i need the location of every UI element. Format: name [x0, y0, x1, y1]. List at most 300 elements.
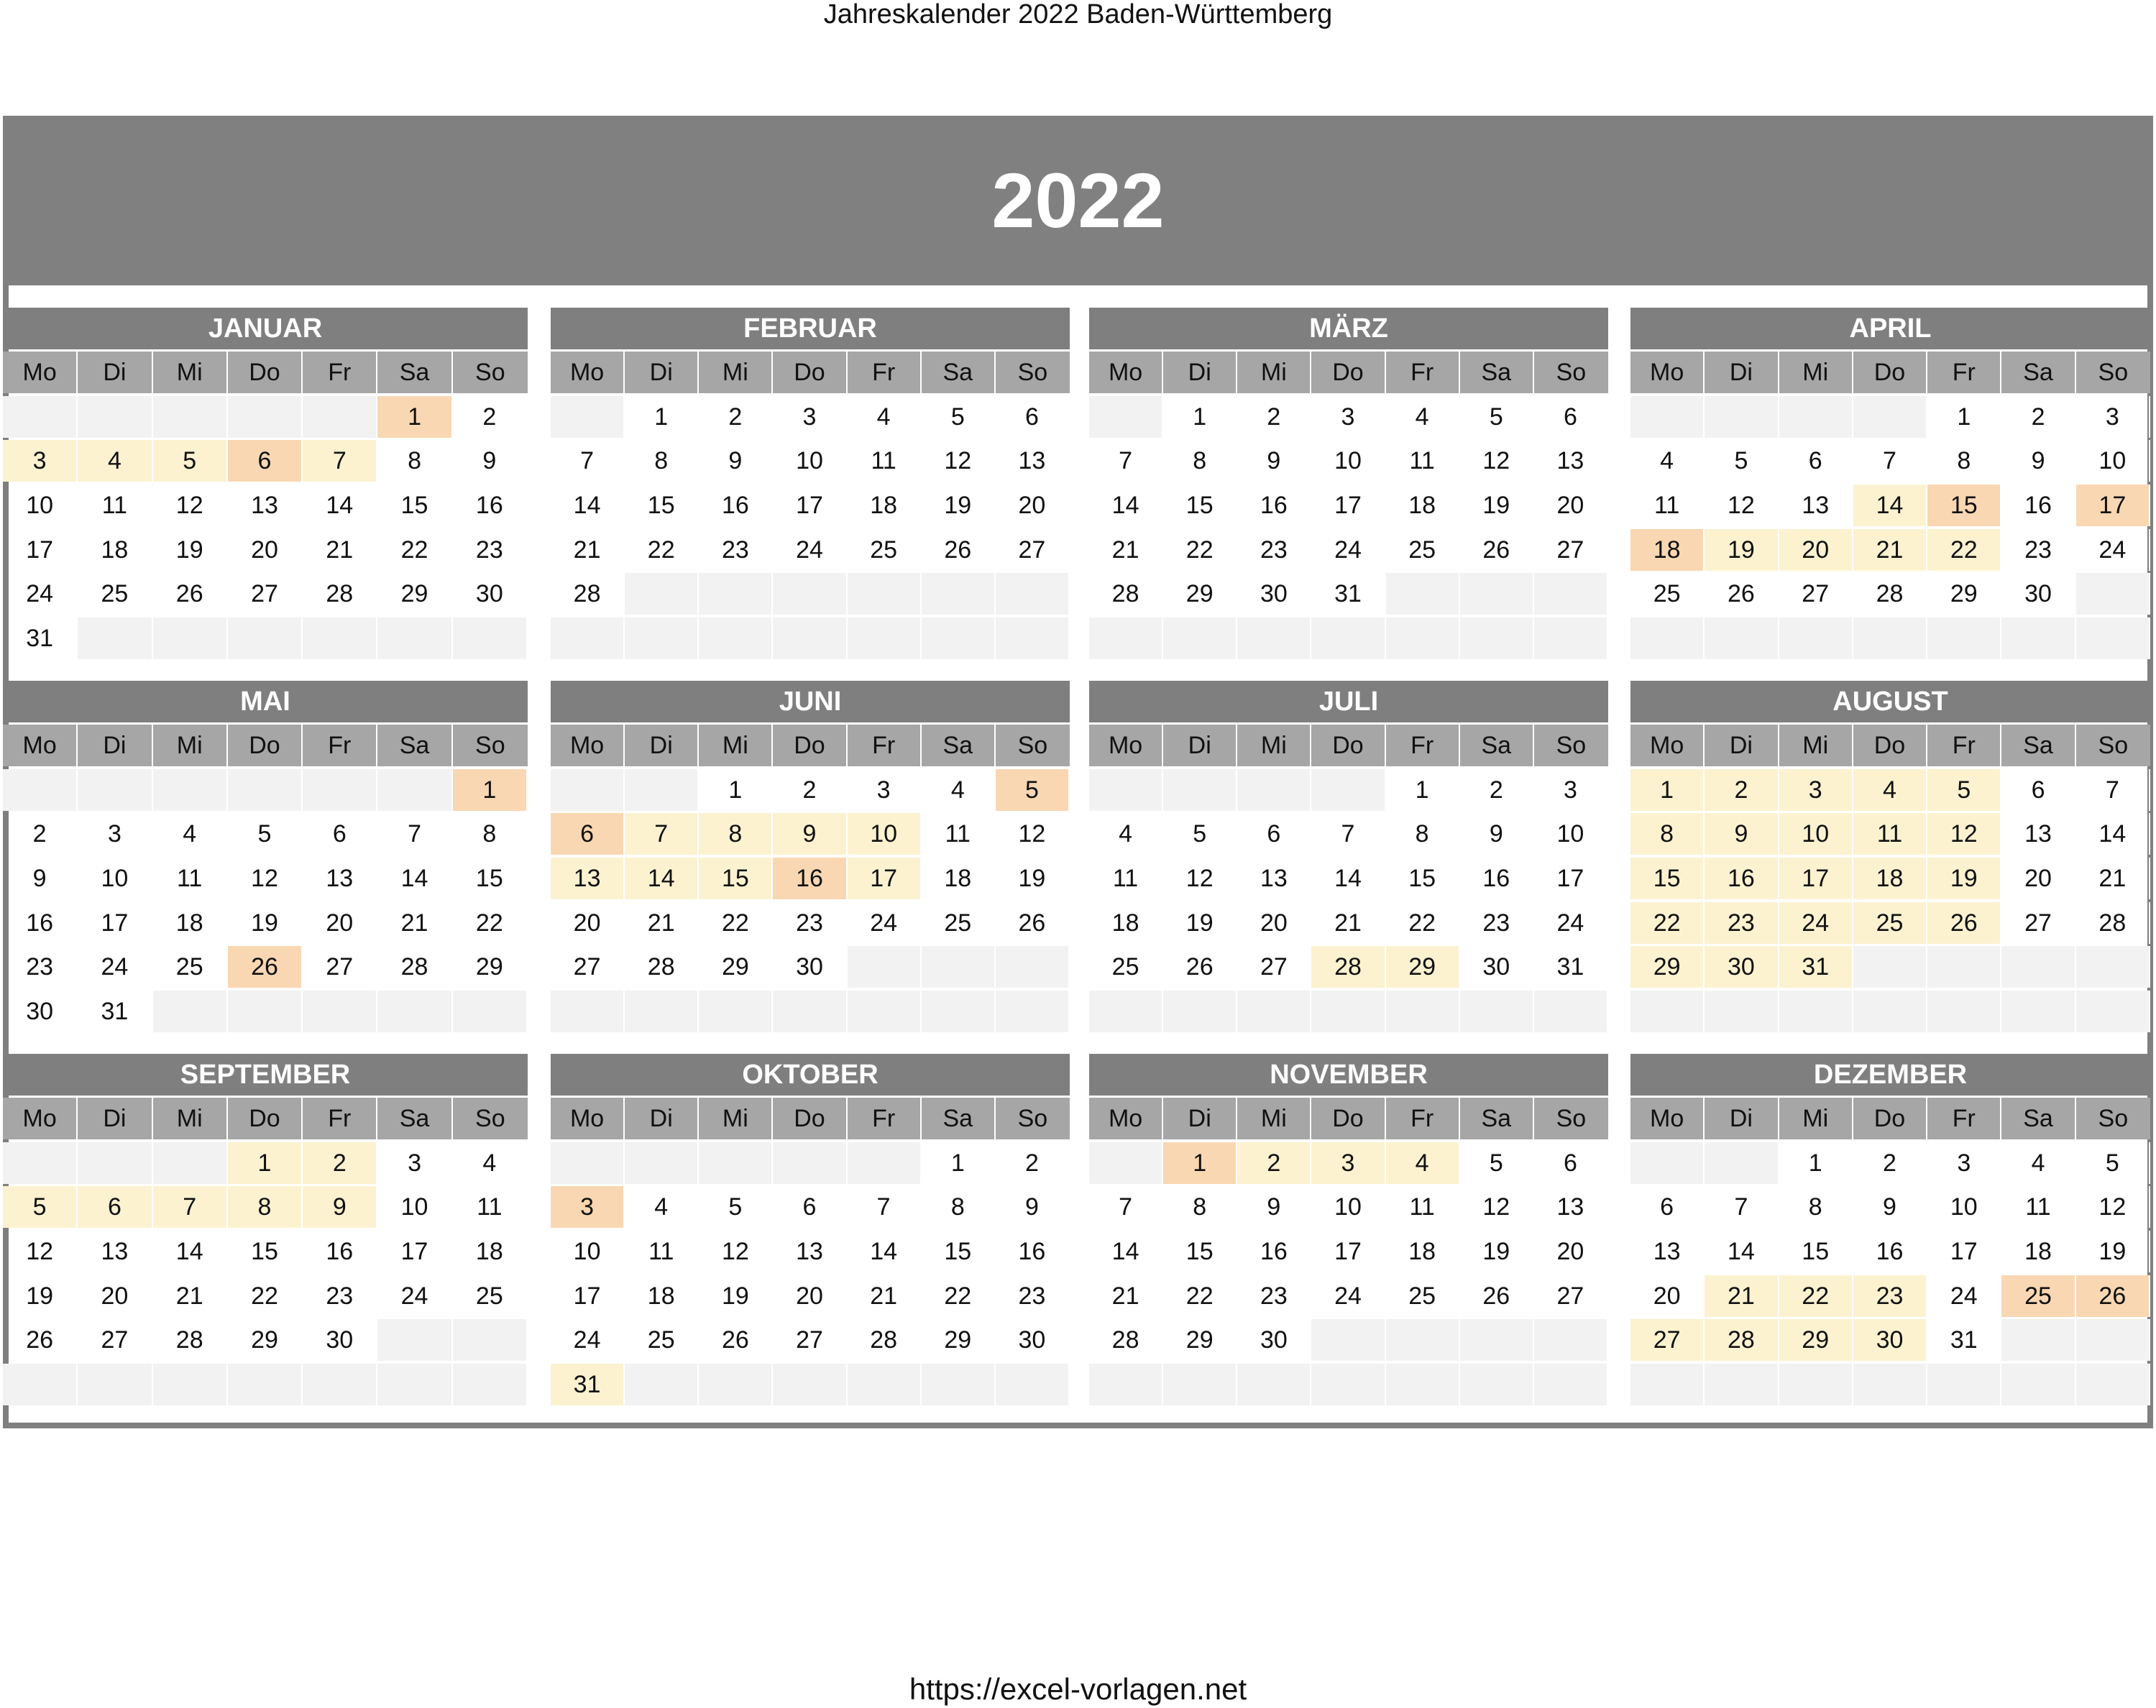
day-cell[interactable]: 1	[228, 1142, 303, 1184]
day-cell[interactable]: 26	[1460, 1275, 1534, 1317]
day-cell[interactable]: 6	[996, 396, 1070, 438]
day-cell[interactable]: 3	[551, 1186, 625, 1228]
day-cell[interactable]: 16	[996, 1231, 1070, 1272]
day-cell[interactable]: 8	[1630, 813, 1705, 855]
day-cell[interactable]: 30	[996, 1319, 1070, 1361]
day-cell[interactable]: 12	[1927, 813, 2001, 855]
day-cell[interactable]: 4	[153, 813, 228, 855]
day-cell[interactable]: 29	[1163, 1319, 1237, 1361]
day-cell[interactable]: 4	[1089, 813, 1163, 855]
day-cell[interactable]: 22	[1779, 1275, 1853, 1317]
day-cell[interactable]: 11	[625, 1231, 699, 1272]
day-cell[interactable]: 3	[1311, 1142, 1385, 1184]
day-cell[interactable]: 24	[1311, 529, 1385, 571]
day-cell[interactable]: 9	[2001, 440, 2075, 482]
day-cell[interactable]: 11	[2001, 1186, 2075, 1228]
day-cell[interactable]: 25	[1386, 529, 1460, 571]
day-cell[interactable]: 2	[1705, 769, 1779, 811]
day-cell[interactable]: 19	[1163, 902, 1237, 944]
day-cell[interactable]: 18	[153, 902, 228, 944]
day-cell[interactable]: 21	[1705, 1275, 1779, 1317]
day-cell[interactable]: 26	[996, 902, 1070, 944]
day-cell[interactable]: 3	[377, 1142, 452, 1184]
day-cell[interactable]: 9	[1853, 1186, 1927, 1228]
day-cell[interactable]: 18	[453, 1231, 528, 1272]
day-cell[interactable]: 30	[1237, 1319, 1311, 1361]
day-cell[interactable]: 15	[699, 858, 773, 899]
day-cell[interactable]: 10	[2076, 440, 2150, 482]
day-cell[interactable]: 13	[1237, 858, 1311, 899]
day-cell[interactable]: 15	[453, 858, 528, 899]
day-cell[interactable]: 2	[303, 1142, 377, 1184]
day-cell[interactable]: 30	[3, 991, 78, 1032]
day-cell[interactable]: 14	[377, 858, 452, 899]
day-cell[interactable]: 28	[848, 1319, 922, 1361]
day-cell[interactable]: 3	[1927, 1142, 2001, 1184]
day-cell[interactable]: 23	[303, 1275, 377, 1317]
day-cell[interactable]: 18	[1089, 902, 1163, 944]
day-cell[interactable]: 30	[1237, 573, 1311, 615]
day-cell[interactable]: 28	[625, 946, 699, 988]
day-cell[interactable]: 14	[2076, 813, 2150, 855]
day-cell[interactable]: 15	[1163, 485, 1237, 526]
day-cell[interactable]: 25	[922, 902, 996, 944]
day-cell[interactable]: 27	[78, 1319, 152, 1361]
day-cell[interactable]: 23	[1853, 1275, 1927, 1317]
day-cell[interactable]: 27	[1534, 1275, 1608, 1317]
day-cell[interactable]: 10	[377, 1186, 452, 1228]
day-cell[interactable]: 24	[2076, 529, 2150, 571]
day-cell[interactable]: 16	[1705, 858, 1779, 899]
day-cell[interactable]: 29	[1163, 573, 1237, 615]
day-cell[interactable]: 21	[1311, 902, 1385, 944]
day-cell[interactable]: 21	[1089, 529, 1163, 571]
day-cell[interactable]: 2	[1237, 396, 1311, 438]
day-cell[interactable]: 21	[625, 902, 699, 944]
day-cell[interactable]: 26	[3, 1319, 78, 1361]
day-cell[interactable]: 13	[773, 1231, 847, 1272]
day-cell[interactable]: 4	[848, 396, 922, 438]
day-cell[interactable]: 27	[773, 1319, 847, 1361]
day-cell[interactable]: 22	[625, 529, 699, 571]
day-cell[interactable]: 7	[2076, 769, 2150, 811]
day-cell[interactable]: 14	[1705, 1231, 1779, 1272]
day-cell[interactable]: 3	[2076, 396, 2150, 438]
day-cell[interactable]: 27	[228, 573, 303, 615]
day-cell[interactable]: 3	[848, 769, 922, 811]
day-cell[interactable]: 6	[2001, 769, 2075, 811]
day-cell[interactable]: 5	[1460, 396, 1534, 438]
day-cell[interactable]: 26	[153, 573, 228, 615]
day-cell[interactable]: 29	[922, 1319, 996, 1361]
day-cell[interactable]: 5	[1460, 1142, 1534, 1184]
day-cell[interactable]: 23	[996, 1275, 1070, 1317]
day-cell[interactable]: 15	[922, 1231, 996, 1272]
day-cell[interactable]: 23	[773, 902, 847, 944]
day-cell[interactable]: 2	[1460, 769, 1534, 811]
day-cell[interactable]: 22	[1386, 902, 1460, 944]
day-cell[interactable]: 25	[1630, 573, 1705, 615]
day-cell[interactable]: 11	[78, 485, 152, 526]
day-cell[interactable]: 10	[1534, 813, 1608, 855]
day-cell[interactable]: 6	[551, 813, 625, 855]
day-cell[interactable]: 17	[848, 858, 922, 899]
day-cell[interactable]: 4	[625, 1186, 699, 1228]
day-cell[interactable]: 21	[1853, 529, 1927, 571]
day-cell[interactable]: 24	[1534, 902, 1608, 944]
day-cell[interactable]: 4	[922, 769, 996, 811]
day-cell[interactable]: 29	[228, 1319, 303, 1361]
day-cell[interactable]: 6	[1534, 1142, 1608, 1184]
day-cell[interactable]: 21	[377, 902, 452, 944]
day-cell[interactable]: 8	[1163, 440, 1237, 482]
day-cell[interactable]: 3	[78, 813, 152, 855]
day-cell[interactable]: 8	[453, 813, 528, 855]
day-cell[interactable]: 21	[303, 529, 377, 571]
day-cell[interactable]: 13	[2001, 813, 2075, 855]
day-cell[interactable]: 31	[1779, 946, 1853, 988]
day-cell[interactable]: 14	[1853, 485, 1927, 526]
day-cell[interactable]: 23	[453, 529, 528, 571]
day-cell[interactable]: 14	[153, 1231, 228, 1272]
day-cell[interactable]: 25	[453, 1275, 528, 1317]
day-cell[interactable]: 27	[996, 529, 1070, 571]
day-cell[interactable]: 7	[153, 1186, 228, 1228]
day-cell[interactable]: 30	[1460, 946, 1534, 988]
day-cell[interactable]: 19	[1460, 1231, 1534, 1272]
day-cell[interactable]: 4	[1853, 769, 1927, 811]
day-cell[interactable]: 8	[699, 813, 773, 855]
day-cell[interactable]: 9	[303, 1186, 377, 1228]
day-cell[interactable]: 16	[2001, 485, 2075, 526]
day-cell[interactable]: 26	[1927, 902, 2001, 944]
day-cell[interactable]: 11	[1089, 858, 1163, 899]
day-cell[interactable]: 15	[228, 1231, 303, 1272]
footer-url[interactable]: https://excel-vorlagen.net	[909, 1672, 1247, 1706]
day-cell[interactable]: 30	[1853, 1319, 1927, 1361]
day-cell[interactable]: 10	[1311, 1186, 1385, 1228]
day-cell[interactable]: 7	[1705, 1186, 1779, 1228]
day-cell[interactable]: 12	[1460, 440, 1534, 482]
day-cell[interactable]: 22	[1163, 529, 1237, 571]
day-cell[interactable]: 5	[699, 1186, 773, 1228]
day-cell[interactable]: 25	[1089, 946, 1163, 988]
day-cell[interactable]: 16	[453, 485, 528, 526]
day-cell[interactable]: 23	[1237, 1275, 1311, 1317]
day-cell[interactable]: 23	[1237, 529, 1311, 571]
day-cell[interactable]: 29	[1779, 1319, 1853, 1361]
day-cell[interactable]: 3	[1779, 769, 1853, 811]
day-cell[interactable]: 23	[699, 529, 773, 571]
day-cell[interactable]: 22	[922, 1275, 996, 1317]
day-cell[interactable]: 17	[1779, 858, 1853, 899]
day-cell[interactable]: 13	[303, 858, 377, 899]
day-cell[interactable]: 2	[2001, 396, 2075, 438]
day-cell[interactable]: 8	[1779, 1186, 1853, 1228]
day-cell[interactable]: 26	[1460, 529, 1534, 571]
day-cell[interactable]: 14	[303, 485, 377, 526]
day-cell[interactable]: 19	[996, 858, 1070, 899]
day-cell[interactable]: 22	[377, 529, 452, 571]
day-cell[interactable]: 5	[996, 769, 1070, 811]
day-cell[interactable]: 31	[1534, 946, 1608, 988]
day-cell[interactable]: 10	[3, 485, 78, 526]
day-cell[interactable]: 10	[773, 440, 847, 482]
day-cell[interactable]: 7	[848, 1186, 922, 1228]
day-cell[interactable]: 27	[1534, 529, 1608, 571]
day-cell[interactable]: 25	[625, 1319, 699, 1361]
day-cell[interactable]: 17	[1534, 858, 1608, 899]
day-cell[interactable]: 9	[1237, 1186, 1311, 1228]
day-cell[interactable]: 13	[228, 485, 303, 526]
day-cell[interactable]: 17	[377, 1231, 452, 1272]
day-cell[interactable]: 21	[1089, 1275, 1163, 1317]
day-cell[interactable]: 11	[1386, 1186, 1460, 1228]
day-cell[interactable]: 23	[3, 946, 78, 988]
day-cell[interactable]: 20	[1779, 529, 1853, 571]
day-cell[interactable]: 9	[773, 813, 847, 855]
day-cell[interactable]: 24	[78, 946, 152, 988]
day-cell[interactable]: 11	[1853, 813, 1927, 855]
day-cell[interactable]: 4	[1630, 440, 1705, 482]
day-cell[interactable]: 18	[2001, 1231, 2075, 1272]
day-cell[interactable]: 13	[78, 1231, 152, 1272]
day-cell[interactable]: 25	[2001, 1275, 2075, 1317]
day-cell[interactable]: 3	[1534, 769, 1608, 811]
day-cell[interactable]: 22	[1927, 529, 2001, 571]
day-cell[interactable]: 26	[1705, 573, 1779, 615]
day-cell[interactable]: 24	[377, 1275, 452, 1317]
day-cell[interactable]: 1	[1927, 396, 2001, 438]
day-cell[interactable]: 19	[1705, 529, 1779, 571]
day-cell[interactable]: 18	[78, 529, 152, 571]
day-cell[interactable]: 12	[1705, 485, 1779, 526]
day-cell[interactable]: 22	[1630, 902, 1705, 944]
day-cell[interactable]: 3	[773, 396, 847, 438]
day-cell[interactable]: 21	[2076, 858, 2150, 899]
day-cell[interactable]: 19	[2076, 1231, 2150, 1272]
day-cell[interactable]: 19	[1460, 485, 1534, 526]
day-cell[interactable]: 12	[3, 1231, 78, 1272]
day-cell[interactable]: 14	[1089, 485, 1163, 526]
day-cell[interactable]: 29	[1630, 946, 1705, 988]
day-cell[interactable]: 13	[1534, 440, 1608, 482]
day-cell[interactable]: 24	[1311, 1275, 1385, 1317]
day-cell[interactable]: 26	[2076, 1275, 2150, 1317]
day-cell[interactable]: 22	[1163, 1275, 1237, 1317]
day-cell[interactable]: 29	[1927, 573, 2001, 615]
day-cell[interactable]: 20	[773, 1275, 847, 1317]
day-cell[interactable]: 16	[1237, 485, 1311, 526]
day-cell[interactable]: 7	[1089, 440, 1163, 482]
day-cell[interactable]: 9	[996, 1186, 1070, 1228]
day-cell[interactable]: 13	[551, 858, 625, 899]
day-cell[interactable]: 15	[1630, 858, 1705, 899]
day-cell[interactable]: 11	[1386, 440, 1460, 482]
day-cell[interactable]: 19	[3, 1275, 78, 1317]
day-cell[interactable]: 24	[848, 902, 922, 944]
day-cell[interactable]: 10	[1779, 813, 1853, 855]
day-cell[interactable]: 17	[2076, 485, 2150, 526]
day-cell[interactable]: 10	[1927, 1186, 2001, 1228]
day-cell[interactable]: 22	[228, 1275, 303, 1317]
day-cell[interactable]: 1	[453, 769, 528, 811]
day-cell[interactable]: 9	[699, 440, 773, 482]
day-cell[interactable]: 8	[625, 440, 699, 482]
day-cell[interactable]: 24	[1927, 1275, 2001, 1317]
day-cell[interactable]: 12	[699, 1231, 773, 1272]
day-cell[interactable]: 25	[848, 529, 922, 571]
day-cell[interactable]: 31	[78, 991, 152, 1032]
day-cell[interactable]: 4	[1386, 396, 1460, 438]
day-cell[interactable]: 25	[1853, 902, 1927, 944]
day-cell[interactable]: 18	[625, 1275, 699, 1317]
day-cell[interactable]: 30	[2001, 573, 2075, 615]
day-cell[interactable]: 15	[1779, 1231, 1853, 1272]
day-cell[interactable]: 23	[2001, 529, 2075, 571]
day-cell[interactable]: 27	[551, 946, 625, 988]
day-cell[interactable]: 8	[228, 1186, 303, 1228]
day-cell[interactable]: 2	[1853, 1142, 1927, 1184]
day-cell[interactable]: 9	[3, 858, 78, 899]
day-cell[interactable]: 15	[1386, 858, 1460, 899]
day-cell[interactable]: 24	[551, 1319, 625, 1361]
day-cell[interactable]: 19	[228, 902, 303, 944]
day-cell[interactable]: 10	[551, 1231, 625, 1272]
day-cell[interactable]: 17	[78, 902, 152, 944]
day-cell[interactable]: 5	[3, 1186, 78, 1228]
day-cell[interactable]: 6	[1534, 396, 1608, 438]
day-cell[interactable]: 1	[1630, 769, 1705, 811]
day-cell[interactable]: 14	[1311, 858, 1385, 899]
day-cell[interactable]: 12	[1163, 858, 1237, 899]
day-cell[interactable]: 7	[303, 440, 377, 482]
day-cell[interactable]: 22	[699, 902, 773, 944]
day-cell[interactable]: 20	[551, 902, 625, 944]
day-cell[interactable]: 27	[1779, 573, 1853, 615]
day-cell[interactable]: 5	[1927, 769, 2001, 811]
day-cell[interactable]: 10	[1311, 440, 1385, 482]
day-cell[interactable]: 28	[551, 573, 625, 615]
day-cell[interactable]: 11	[453, 1186, 528, 1228]
day-cell[interactable]: 3	[1311, 396, 1385, 438]
day-cell[interactable]: 27	[1237, 946, 1311, 988]
day-cell[interactable]: 2	[773, 769, 847, 811]
day-cell[interactable]: 21	[551, 529, 625, 571]
day-cell[interactable]: 29	[1386, 946, 1460, 988]
day-cell[interactable]: 13	[996, 440, 1070, 482]
day-cell[interactable]: 7	[1853, 440, 1927, 482]
day-cell[interactable]: 10	[848, 813, 922, 855]
day-cell[interactable]: 1	[699, 769, 773, 811]
day-cell[interactable]: 30	[773, 946, 847, 988]
day-cell[interactable]: 24	[1779, 902, 1853, 944]
day-cell[interactable]: 2	[1237, 1142, 1311, 1184]
day-cell[interactable]: 18	[922, 858, 996, 899]
day-cell[interactable]: 28	[303, 573, 377, 615]
day-cell[interactable]: 6	[228, 440, 303, 482]
day-cell[interactable]: 26	[699, 1319, 773, 1361]
day-cell[interactable]: 20	[1534, 485, 1608, 526]
day-cell[interactable]: 31	[1927, 1319, 2001, 1361]
day-cell[interactable]: 20	[1534, 1231, 1608, 1272]
day-cell[interactable]: 12	[228, 858, 303, 899]
day-cell[interactable]: 2	[3, 813, 78, 855]
day-cell[interactable]: 15	[1163, 1231, 1237, 1272]
day-cell[interactable]: 5	[153, 440, 228, 482]
day-cell[interactable]: 5	[2076, 1142, 2150, 1184]
day-cell[interactable]: 19	[153, 529, 228, 571]
day-cell[interactable]: 4	[78, 440, 152, 482]
day-cell[interactable]: 24	[773, 529, 847, 571]
day-cell[interactable]: 18	[1386, 1231, 1460, 1272]
day-cell[interactable]: 20	[78, 1275, 152, 1317]
day-cell[interactable]: 28	[1089, 1319, 1163, 1361]
day-cell[interactable]: 7	[1311, 813, 1385, 855]
day-cell[interactable]: 12	[922, 440, 996, 482]
day-cell[interactable]: 16	[3, 902, 78, 944]
day-cell[interactable]: 27	[2001, 902, 2075, 944]
day-cell[interactable]: 14	[625, 858, 699, 899]
day-cell[interactable]: 28	[1311, 946, 1385, 988]
day-cell[interactable]: 31	[1311, 573, 1385, 615]
day-cell[interactable]: 2	[453, 396, 528, 438]
day-cell[interactable]: 6	[78, 1186, 152, 1228]
day-cell[interactable]: 11	[153, 858, 228, 899]
day-cell[interactable]: 16	[303, 1231, 377, 1272]
day-cell[interactable]: 12	[1460, 1186, 1534, 1228]
day-cell[interactable]: 20	[1237, 902, 1311, 944]
day-cell[interactable]: 26	[228, 946, 303, 988]
day-cell[interactable]: 10	[78, 858, 152, 899]
day-cell[interactable]: 28	[1705, 1319, 1779, 1361]
day-cell[interactable]: 9	[1460, 813, 1534, 855]
day-cell[interactable]: 11	[1630, 485, 1705, 526]
day-cell[interactable]: 29	[377, 573, 452, 615]
day-cell[interactable]: 16	[699, 485, 773, 526]
day-cell[interactable]: 9	[1237, 440, 1311, 482]
day-cell[interactable]: 16	[773, 858, 847, 899]
day-cell[interactable]: 26	[1163, 946, 1237, 988]
day-cell[interactable]: 4	[453, 1142, 528, 1184]
day-cell[interactable]: 13	[1630, 1231, 1705, 1272]
day-cell[interactable]: 20	[228, 529, 303, 571]
day-cell[interactable]: 21	[848, 1275, 922, 1317]
day-cell[interactable]: 25	[153, 946, 228, 988]
day-cell[interactable]: 28	[2076, 902, 2150, 944]
day-cell[interactable]: 17	[1311, 485, 1385, 526]
day-cell[interactable]: 25	[1386, 1275, 1460, 1317]
day-cell[interactable]: 5	[922, 396, 996, 438]
day-cell[interactable]: 8	[1927, 440, 2001, 482]
day-cell[interactable]: 1	[377, 396, 452, 438]
day-cell[interactable]: 24	[3, 573, 78, 615]
day-cell[interactable]: 7	[377, 813, 452, 855]
day-cell[interactable]: 18	[1386, 485, 1460, 526]
day-cell[interactable]: 17	[773, 485, 847, 526]
day-cell[interactable]: 16	[1853, 1231, 1927, 1272]
day-cell[interactable]: 26	[922, 529, 996, 571]
day-cell[interactable]: 7	[551, 440, 625, 482]
day-cell[interactable]: 12	[2076, 1186, 2150, 1228]
day-cell[interactable]: 16	[1237, 1231, 1311, 1272]
day-cell[interactable]: 20	[1630, 1275, 1705, 1317]
day-cell[interactable]: 19	[1927, 858, 2001, 899]
day-cell[interactable]: 23	[1705, 902, 1779, 944]
day-cell[interactable]: 27	[1630, 1319, 1705, 1361]
day-cell[interactable]: 28	[377, 946, 452, 988]
day-cell[interactable]: 9	[453, 440, 528, 482]
